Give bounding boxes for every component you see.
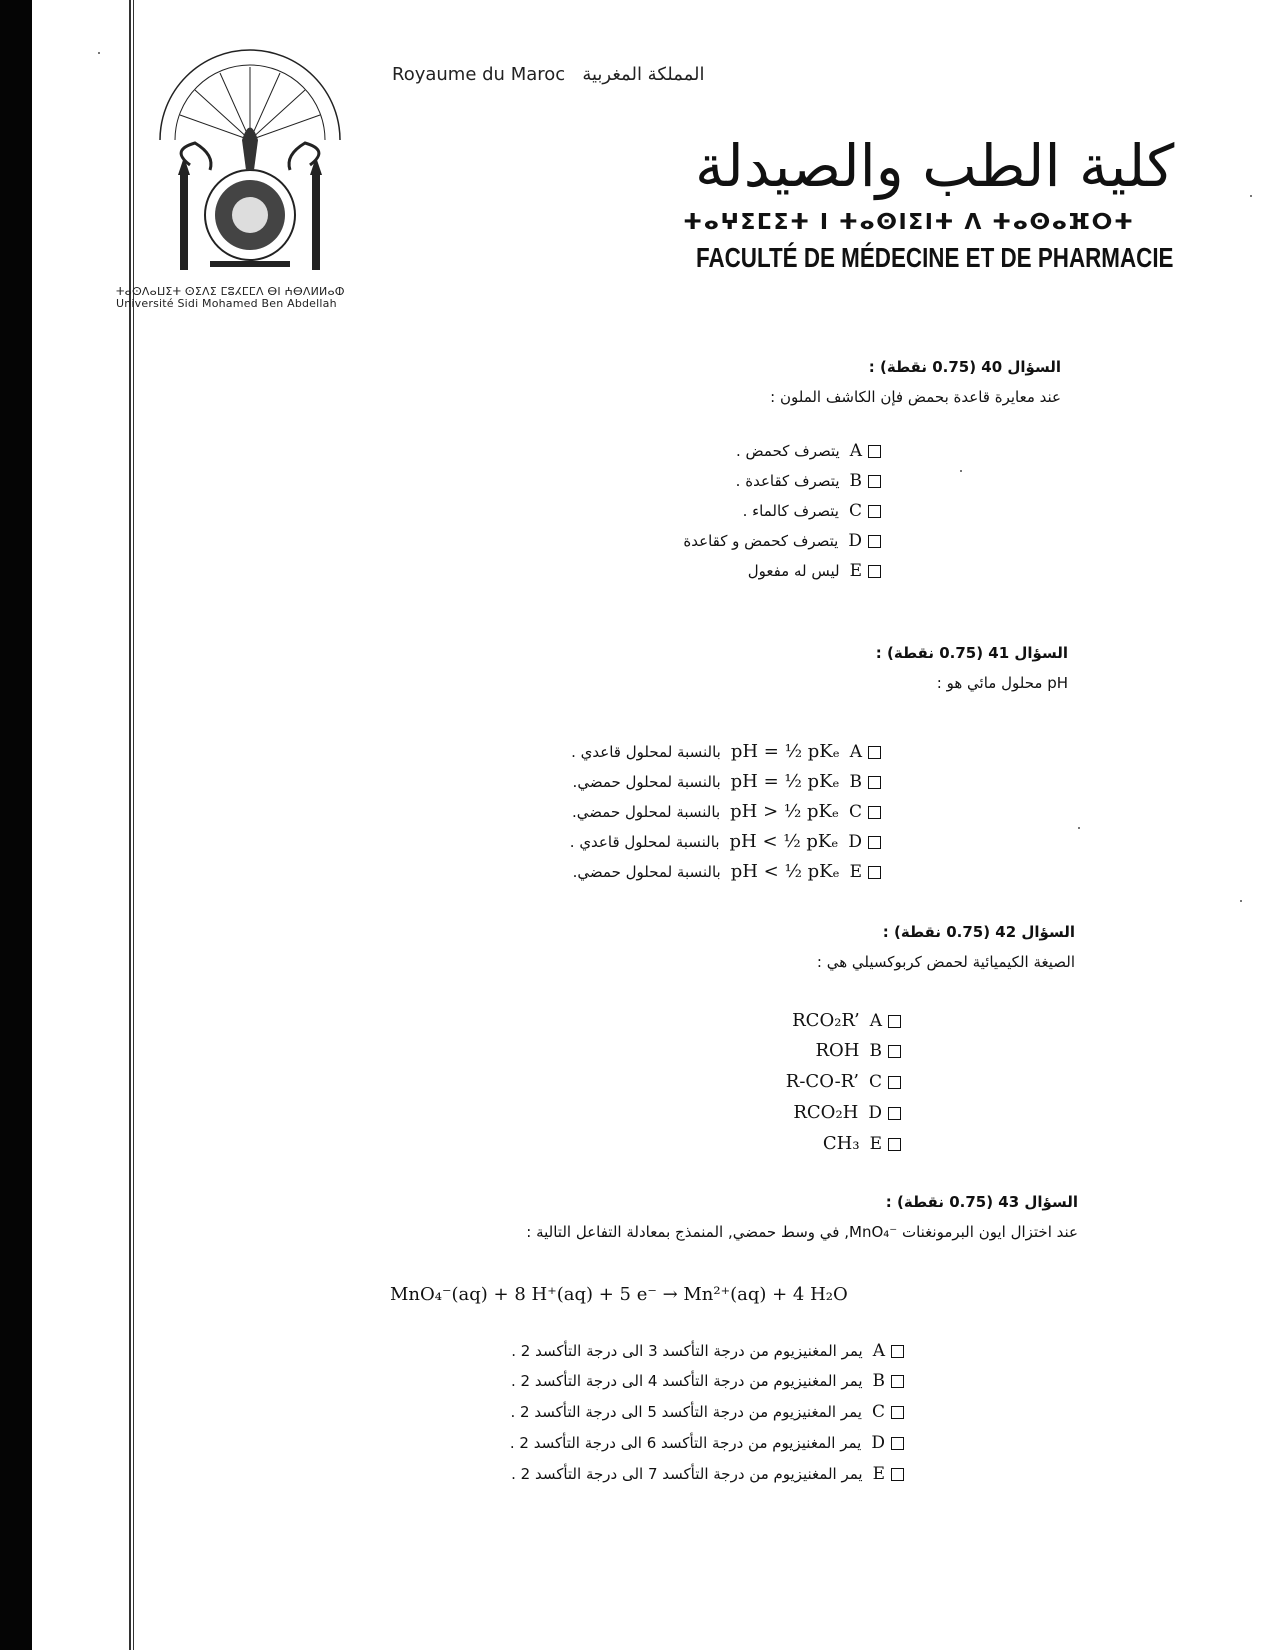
- question-41-option-a[interactable]: ApH = ½ pKₑبالنسبة لمحلول قاعدي .: [571, 741, 881, 762]
- question-40-option-b[interactable]: Bيتصرف كقاعدة .: [736, 471, 881, 491]
- margin-line: [129, 0, 131, 1650]
- faculty-name-ar: كلية الطب والصيدلة: [695, 132, 1175, 200]
- checkbox-icon[interactable]: [868, 746, 881, 759]
- checkbox-icon[interactable]: [868, 535, 881, 548]
- question-41-text: pH محلول مائي هو :: [936, 674, 1068, 692]
- checkbox-icon[interactable]: [868, 565, 881, 578]
- university-name-fr: Université Sidi Mohamed Ben Abdellah: [116, 297, 337, 310]
- margin-line: [133, 0, 134, 1650]
- scan-speck: [960, 470, 962, 472]
- university-name: [116, 286, 345, 310]
- question-42-option-a[interactable]: ARCO₂R’: [782, 1010, 901, 1031]
- checkbox-icon[interactable]: [888, 1015, 901, 1028]
- checkbox-icon[interactable]: [888, 1076, 901, 1089]
- question-42-option-e[interactable]: ECH₃: [813, 1133, 901, 1154]
- faculty-name-fr: FACULTÉ DE MÉDECINE ET DE PHARMACIE: [696, 242, 1174, 273]
- question-40-option-c[interactable]: Cيتصرف كالماء .: [743, 501, 881, 521]
- question-43-title: السؤال 43 (0.75 نقطة) :: [885, 1193, 1078, 1211]
- question-40-text: عند معايرة قاعدة بحمض فإن الكاشف الملون :: [770, 388, 1061, 406]
- question-43-option-c[interactable]: Cيمر المغنيزيوم من درجة التأكسد 5 الى درجة التأكسد 2 .: [510, 1402, 904, 1422]
- checkbox-icon[interactable]: [888, 1107, 901, 1120]
- question-41-option-d[interactable]: DpH < ½ pKₑبالنسبة لمحلول قاعدي .: [570, 831, 881, 852]
- question-42-text: الصيغة الكيميائية لحمض كربوكسيلي هي :: [816, 953, 1075, 971]
- faculty-name-tifinagh: ⵜⴰⵖⵉⵎⵉⵜ ⵏ ⵜⴰⵙⵏⵉⵏⵜ ⴷ ⵜⴰⵙⴰⴼⵔⵜ: [683, 210, 1135, 235]
- kingdom-label: [392, 64, 705, 85]
- question-40-option-a[interactable]: Aيتصرف كحمض .: [736, 441, 881, 461]
- scan-left-border: [0, 0, 32, 1650]
- question-43-option-e[interactable]: Eيمر المغنيزيوم من درجة التأكسد 7 الى درجة التأكسد 2 .: [511, 1464, 904, 1484]
- scan-speck: [98, 52, 100, 54]
- scan-speck: [1250, 195, 1252, 197]
- question-42-option-b[interactable]: BROH: [805, 1040, 901, 1061]
- question-42-title: السؤال 42 (0.75 نقطة) :: [882, 923, 1075, 941]
- question-41-option-e[interactable]: EpH < ½ pKₑبالنسبة لمحلول حمضي.: [573, 861, 881, 882]
- question-41-title: السؤال 41 (0.75 نقطة) :: [875, 644, 1068, 662]
- reaction-equation: MnO₄⁻(aq) + 8 H⁺(aq) + 5 e⁻ → Mn²⁺(aq) + 4 H₂O: [390, 1284, 848, 1305]
- checkbox-icon[interactable]: [868, 836, 881, 849]
- question-41-option-c[interactable]: CpH > ½ pKₑبالنسبة لمحلول حمضي.: [572, 801, 881, 822]
- question-40-option-d[interactable]: Dيتصرف كحمض و كقاعدة: [683, 531, 881, 551]
- university-logo-icon: [150, 45, 350, 285]
- checkbox-icon[interactable]: [891, 1468, 904, 1481]
- question-43-text: عند اختزال ايون البرمونغنات ⁻MnO₄, في وسط حمضي, المنمذج بمعادلة التفاعل التالية :: [526, 1223, 1078, 1241]
- question-42-option-d[interactable]: DRCO₂H: [783, 1102, 901, 1123]
- checkbox-icon[interactable]: [891, 1437, 904, 1450]
- checkbox-icon[interactable]: [868, 806, 881, 819]
- checkbox-icon[interactable]: [888, 1138, 901, 1151]
- question-42-option-c[interactable]: CR-CO-R’: [776, 1071, 901, 1092]
- checkbox-icon[interactable]: [868, 866, 881, 879]
- checkbox-icon[interactable]: [868, 445, 881, 458]
- question-43-option-b[interactable]: Bيمر المغنيزيوم من درجة التأكسد 4 الى درجة التأكسد 2 .: [511, 1371, 904, 1391]
- question-41-option-b[interactable]: BpH = ½ pKₑبالنسبة لمحلول حمضي.: [573, 771, 881, 792]
- checkbox-icon[interactable]: [868, 776, 881, 789]
- scan-speck: [1078, 827, 1080, 829]
- checkbox-icon[interactable]: [891, 1375, 904, 1388]
- question-43-option-d[interactable]: Dيمر المغنيزيوم من درجة التأكسد 6 الى درجة التأكسد 2 .: [510, 1433, 904, 1453]
- scan-speck: [1240, 900, 1242, 902]
- question-40-title: السؤال 40 (0.75 نقطة) :: [868, 358, 1061, 376]
- checkbox-icon[interactable]: [868, 475, 881, 488]
- question-40-option-e[interactable]: Eليس له مفعول: [748, 561, 881, 581]
- university-name-tifinagh: ⵜⴰⵙⴷⴰⵡⵉⵜ ⵙⵉⴷⵉ ⵎⵓⵃⵎⵎⴷ ⴱⵏ ⵄⴱⴷⵍⵍⴰⵀ: [116, 285, 345, 298]
- checkbox-icon[interactable]: [891, 1345, 904, 1358]
- checkbox-icon[interactable]: [868, 505, 881, 518]
- kingdom-label-ar: المملكة المغربية: [582, 64, 705, 85]
- checkbox-icon[interactable]: [888, 1045, 901, 1058]
- question-43-option-a[interactable]: Aيمر المغنيزيوم من درجة التأكسد 3 الى درجة التأكسد 2 .: [511, 1341, 904, 1361]
- kingdom-label-fr: Royaume du Maroc: [392, 64, 566, 85]
- checkbox-icon[interactable]: [891, 1406, 904, 1419]
